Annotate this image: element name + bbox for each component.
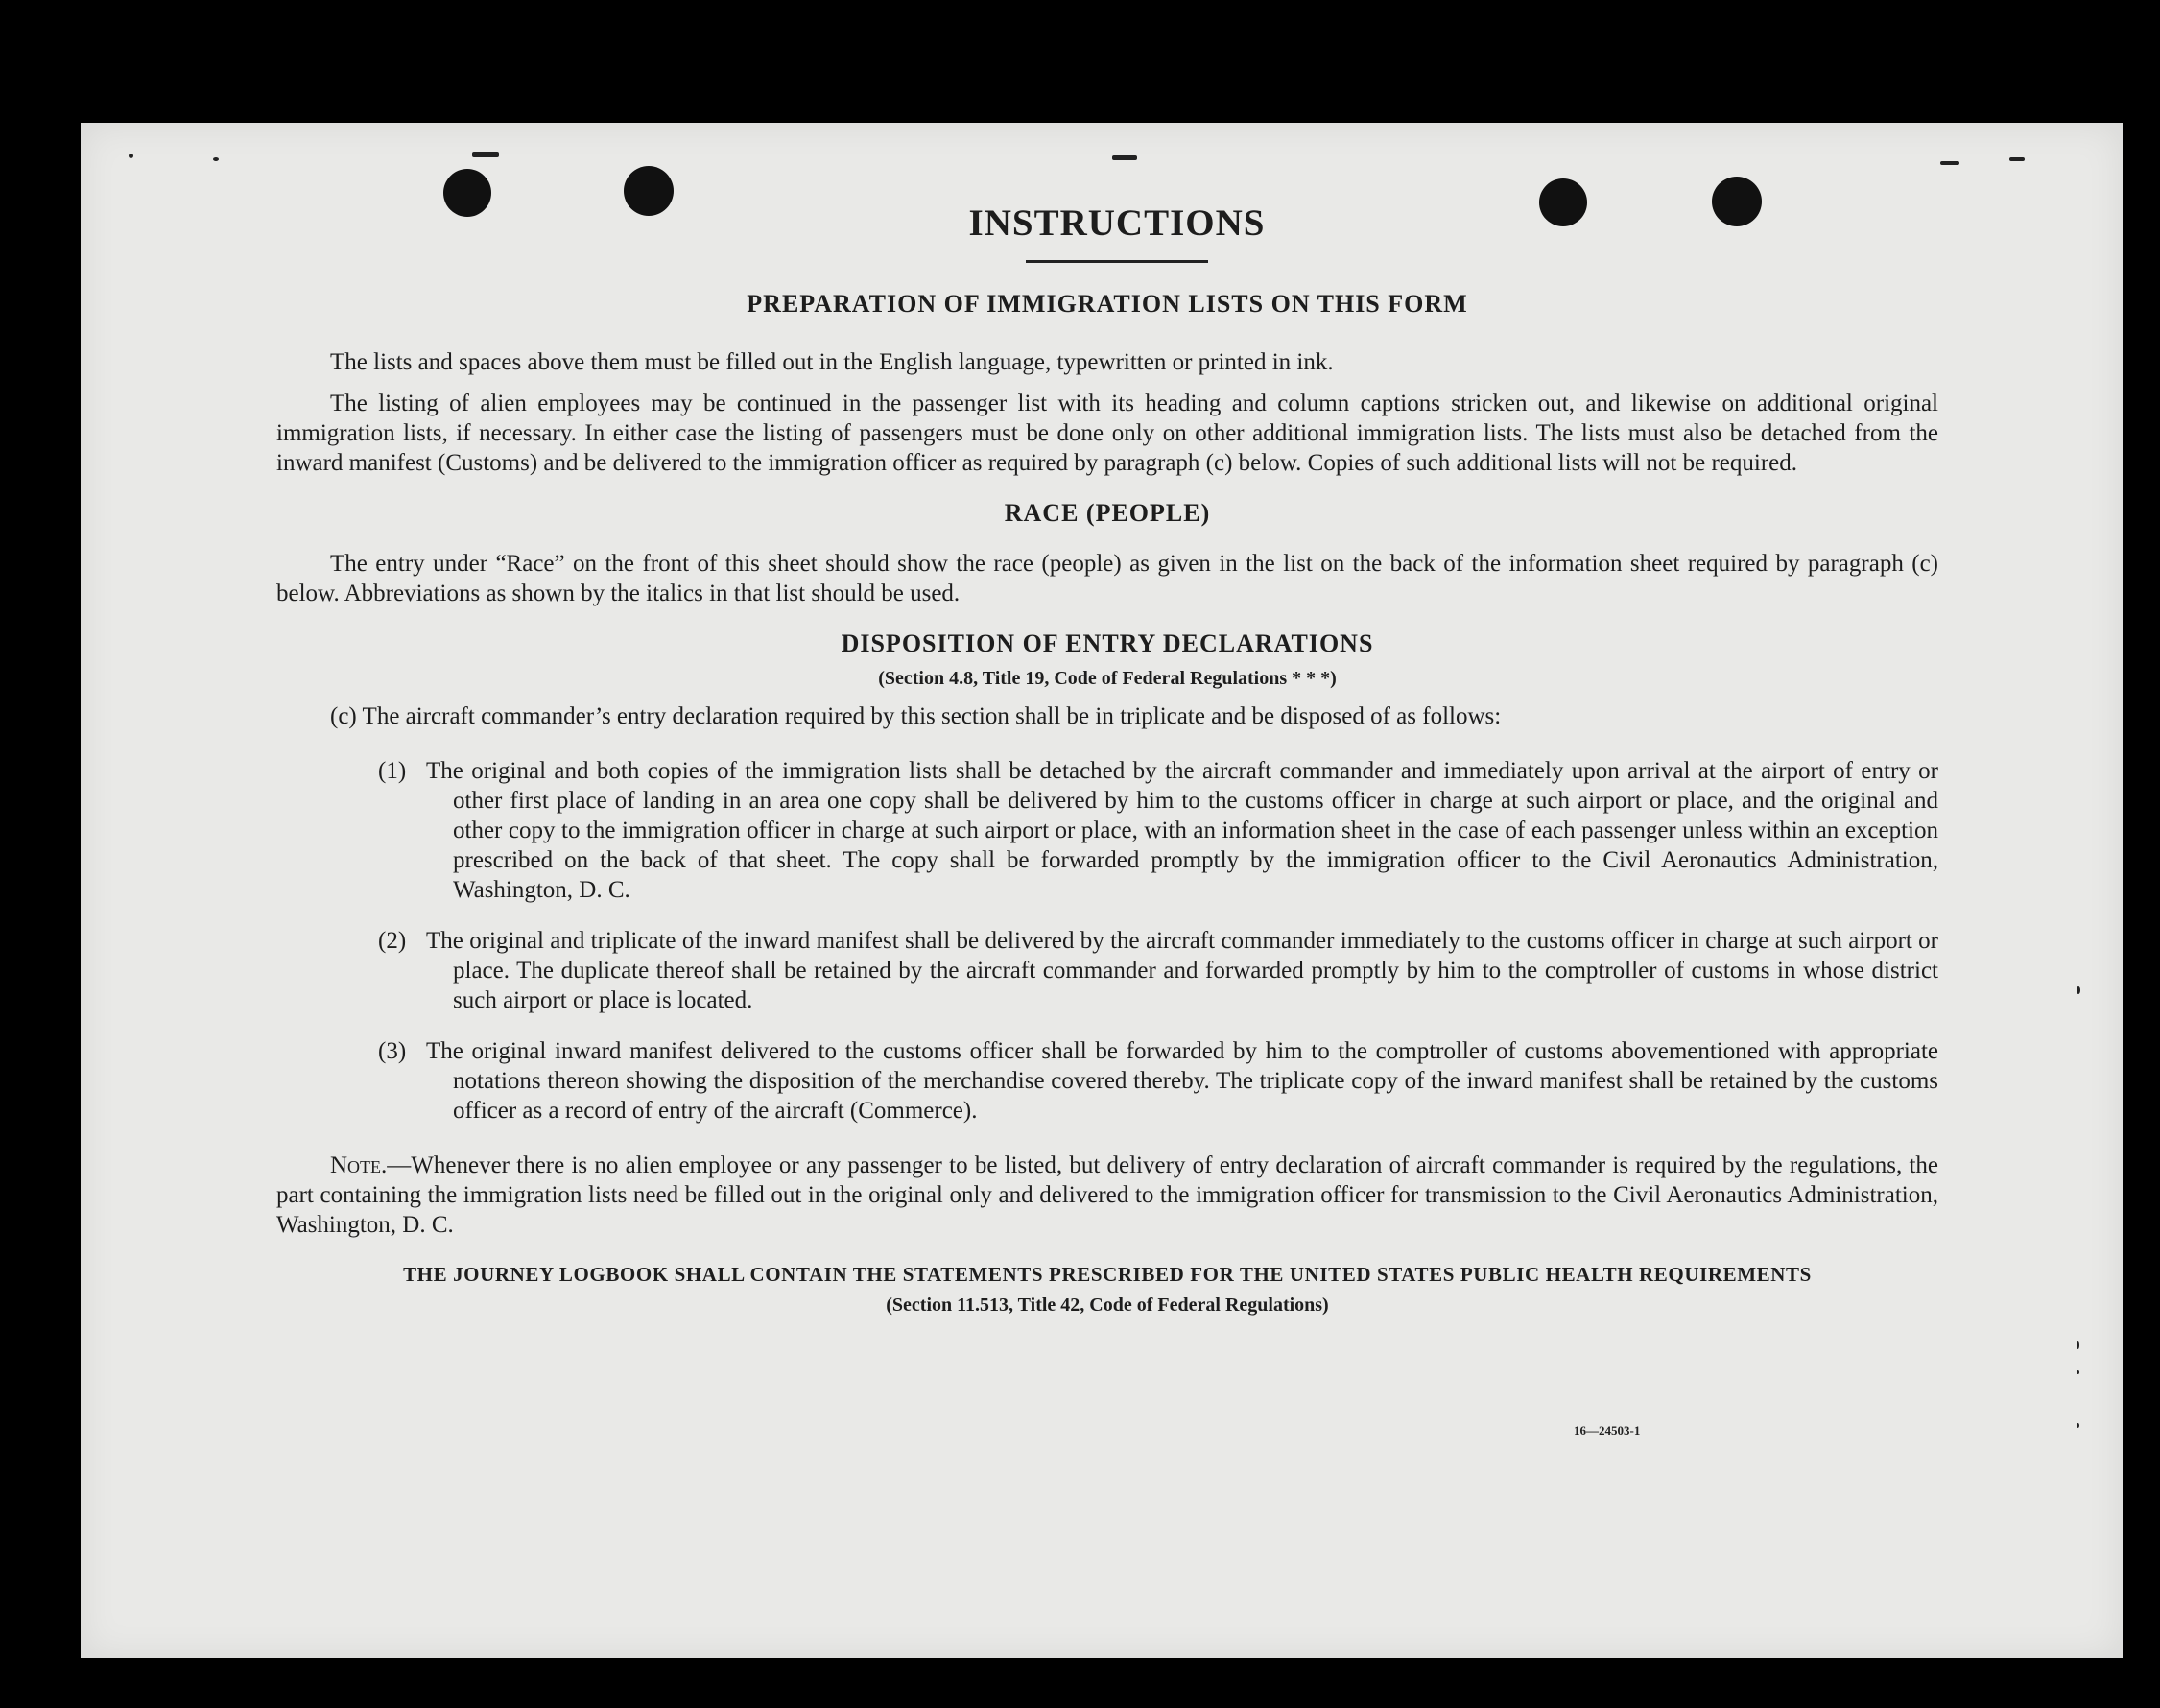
ink-speck xyxy=(2077,1341,2079,1349)
footer-health-requirements: THE JOURNEY LOGBOOK SHALL CONTAIN THE STATEMENTS PRESCRIBED FOR THE UNITED STATES PUBLIC HEALTH REQUIREMENTS xyxy=(403,1263,1812,1286)
list-item-number: (1) xyxy=(378,758,407,784)
ink-speck xyxy=(2077,986,2080,994)
note-text: —Whenever there is no alien employee or any passenger to be listed, but delivery of entry declaration of aircraft commander is required by the regulations, the part containing the immigration lists need be filled out in the original only and delivered to the immigration officer for transmission to the Civil Aeronautics Administration, Washington, D. C. xyxy=(276,1152,1938,1238)
list-item-number: (3) xyxy=(378,1038,407,1064)
footer-citation: (Section 11.513, Title 42, Code of Federal Regulations) xyxy=(886,1294,1329,1316)
paragraph-note xyxy=(276,1151,1938,1240)
paragraph-race: The entry under “Race” on the front of this sheet should show the race (people) as given in the list on the back of the information sheet required by paragraph (c) below. Abbreviations as shown by the italics in that list should be used. xyxy=(276,551,1938,606)
section-heading-preparation: PREPARATION OF IMMIGRATION LISTS ON THIS FORM xyxy=(747,290,1468,318)
form-number: 16—24503-1 xyxy=(1574,1423,1641,1437)
paragraph-language: The lists and spaces above them must be filled out in the English language, typewritten or printed in ink. xyxy=(330,349,1334,375)
list-item xyxy=(276,756,1938,905)
list-item xyxy=(276,926,1938,1015)
list-item-number: (2) xyxy=(378,928,407,954)
ink-speck xyxy=(213,157,219,161)
ink-speck xyxy=(1940,161,1959,165)
list-item-text: The original inward manifest delivered to the customs officer shall be forwarded by him to the comptroller of customs abovementioned with appropriate notations thereon showing the disposition of the merchandise covered thereby. The triplicate copy of the inward manifest shall be retained by the customs officer as a record of entry of the aircraft (Commerce). xyxy=(426,1038,1938,1124)
citation-section-4-8: (Section 4.8, Title 19, Code of Federal Regulations * * *) xyxy=(878,668,1337,689)
document-body xyxy=(276,202,1938,1317)
ink-speck xyxy=(472,152,499,157)
section-heading-disposition: DISPOSITION OF ENTRY DECLARATIONS xyxy=(841,629,1374,657)
ink-speck xyxy=(1112,155,1137,160)
paragraph-c-intro: (c) The aircraft commander’s entry declaration required by this section shall be in triplicate and be disposed of as follows: xyxy=(330,703,1502,729)
list-item-text: The original and both copies of the immigration lists shall be detached by the aircraft commander and immediately upon arrival at the airport of entry or other first place of landing in an area one copy shall be delivered by him to the customs officer in charge at such airport or place, and the original and other copy to the immigration officer in charge at such airport or place, with an information sheet in the case of each passenger unless within an exception prescribed on the back of that sheet. The copy shall be forwarded promptly by the immigration officer to the Civil Aeronautics Administration, Washington, D. C. xyxy=(426,758,1938,903)
title-underline xyxy=(1026,260,1208,263)
ink-speck xyxy=(2077,1423,2079,1428)
page-title: INSTRUCTIONS xyxy=(968,202,1266,244)
ink-speck xyxy=(2009,157,2025,161)
note-label: Note. xyxy=(330,1152,388,1178)
list-item xyxy=(276,1036,1938,1126)
ink-speck xyxy=(2077,1370,2079,1374)
ink-speck xyxy=(129,154,133,158)
paragraph-alien-employees: The listing of alien employees may be continued in the passenger list with its heading and column captions stricken out, and likewise on additional original immigration lists, if necessary. In either case the listing of passengers must be done only on other additional immigration lists. The lists must also be detached from the inward manifest (Customs) and be delivered to the immigration officer as required by paragraph (c) below. Copies of such additional lists will not be required. xyxy=(276,391,1938,476)
section-heading-race: RACE (PEOPLE) xyxy=(1004,499,1211,527)
list-item-text: The original and triplicate of the inward manifest shall be delivered by the aircraft commander immediately to the customs officer in charge at such airport or place. The duplicate thereof shall be retained by the aircraft commander and forwarded promptly by him to the comptroller of customs in whose district such airport or place is located. xyxy=(426,928,1938,1013)
